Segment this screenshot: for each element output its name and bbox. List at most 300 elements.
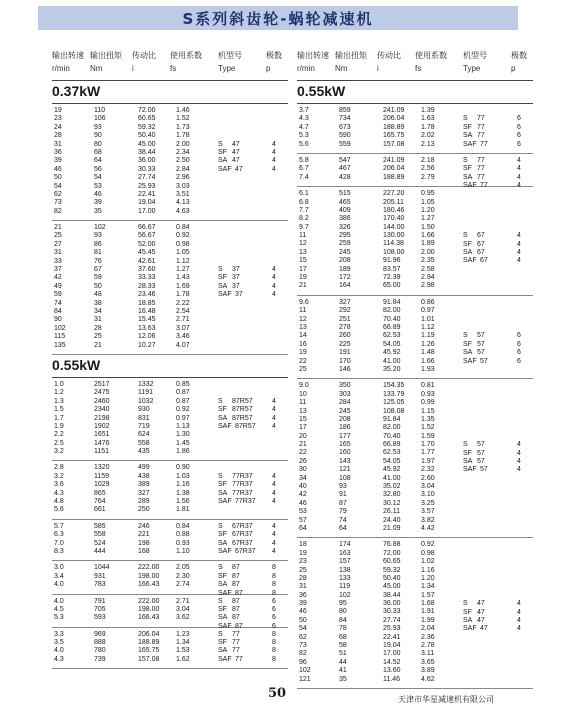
type-poles: 4 [517, 600, 521, 608]
ratio-cell: 36.00 [138, 157, 156, 165]
torque-cell: 208 [339, 257, 351, 265]
type-poles: 8 [272, 572, 276, 580]
speed-cell: 1.7 [54, 414, 64, 422]
service-factor-cell: 0.99 [421, 399, 435, 407]
speed-cell: 50 [299, 616, 307, 624]
ratio-cell: 45.92 [383, 349, 401, 357]
type-model: SF [463, 165, 472, 173]
ratio-cell: 82.00 [383, 424, 401, 432]
table-row [52, 249, 288, 257]
speed-cell: 5.7 [54, 522, 64, 530]
speed-cell: 3.4 [54, 572, 64, 580]
table-row [297, 207, 533, 215]
speed-cell: 62 [54, 190, 62, 198]
torque-cell: 673 [339, 123, 351, 131]
service-factor-cell: 1.73 [176, 123, 190, 131]
unit-ratio: i [132, 64, 134, 73]
ratio-cell: 22.41 [138, 190, 156, 198]
ratio-cell: 241.09 [383, 156, 405, 164]
type-entry [463, 165, 533, 173]
service-factor-cell: 1.13 [176, 422, 190, 430]
speed-cell: 13 [299, 323, 307, 331]
ratio-cell: 56.67 [138, 232, 156, 240]
torque-cell: 50 [94, 282, 102, 290]
service-factor-cell: 0.84 [176, 522, 190, 530]
speed-cell: 30 [299, 466, 307, 474]
torque-cell: 783 [94, 581, 106, 589]
service-factor-cell: 0.92 [421, 541, 435, 549]
ratio-cell: 54.05 [383, 340, 401, 348]
type-entry [218, 398, 288, 406]
service-factor-cell: 3.65 [421, 658, 435, 666]
type-entry [218, 166, 288, 174]
ratio-cell: 165.75 [138, 647, 160, 655]
speed-cell: 28 [54, 132, 62, 140]
ratio-cell: 50.40 [383, 574, 401, 582]
type-model: SF [218, 531, 227, 539]
ratio-cell: 70.40 [383, 432, 401, 440]
ratio-cell: 26.11 [383, 508, 400, 516]
ratio-cell: 206.04 [138, 630, 160, 638]
table-row [297, 592, 533, 600]
speed-cell: 19 [299, 549, 307, 557]
speed-cell: 10 [299, 390, 307, 398]
type-size: 87 [235, 622, 243, 630]
type-entry [218, 631, 288, 639]
unit-service-factor: fs [170, 64, 177, 73]
service-factor-cell: 2.56 [421, 165, 435, 173]
unit-poles: p [266, 64, 271, 73]
torque-cell: 163 [339, 549, 351, 557]
service-factor-cell: 1.68 [421, 600, 435, 608]
service-factor-cell: 1.03 [176, 472, 190, 480]
torque-cell: 28 [94, 324, 102, 332]
speed-cell: 6.1 [299, 190, 309, 198]
type-size: 57 [477, 332, 485, 340]
type-entry [463, 115, 533, 123]
service-factor-cell: 3.10 [421, 491, 435, 499]
spec-group [297, 104, 533, 154]
type-model: SA [463, 248, 473, 256]
speed-cell: 28 [299, 574, 307, 582]
ratio-cell: 11.46 [383, 675, 400, 683]
service-factor-cell: 4.07 [176, 341, 190, 349]
speed-cell: 53 [299, 508, 307, 516]
type-size: 67R37 [232, 531, 253, 539]
speed-cell: 31 [299, 583, 307, 591]
type-model: SA [463, 349, 473, 357]
type-list [218, 141, 288, 175]
type-poles: 4 [272, 165, 276, 173]
torque-cell: 165 [339, 441, 351, 449]
type-size: 37 [232, 274, 240, 282]
unit-torque: Nm [90, 64, 103, 73]
ratio-cell: 125.05 [383, 399, 405, 407]
type-poles: 4 [272, 547, 276, 555]
ratio-cell: 65.00 [383, 282, 401, 290]
type-poles: 8 [272, 589, 276, 597]
speed-cell: 19 [299, 349, 307, 357]
service-factor-cell: 3.04 [421, 483, 435, 491]
torque-cell: 467 [339, 165, 351, 173]
torque-cell: 54 [94, 174, 102, 182]
ratio-cell: 246 [138, 522, 150, 530]
torque-cell: 68 [94, 148, 102, 156]
torque-cell: 764 [94, 498, 106, 506]
torque-cell: 705 [94, 605, 106, 613]
torque-cell: 174 [339, 541, 351, 549]
type-entry [218, 423, 288, 431]
service-factor-cell: 2.71 [176, 316, 190, 324]
ratio-cell: 91.84 [383, 415, 401, 423]
torque-cell: 428 [339, 173, 351, 181]
torque-cell: 558 [94, 531, 106, 539]
table-row [297, 408, 533, 416]
speed-cell: 6.7 [299, 165, 309, 173]
type-poles: 4 [272, 414, 276, 422]
service-factor-cell: 1.86 [176, 448, 190, 456]
service-factor-cell: 2.00 [421, 248, 435, 256]
service-factor-cell: 0.81 [421, 382, 435, 390]
speed-cell: 121 [299, 675, 311, 683]
speed-cell: 24 [54, 123, 62, 131]
table-row [297, 525, 533, 533]
ratio-cell: 1191 [138, 389, 154, 397]
ratio-cell: 144.00 [383, 223, 405, 231]
type-entry [463, 441, 533, 449]
type-list [463, 115, 533, 149]
table-row [52, 431, 288, 439]
type-poles: 4 [272, 498, 276, 506]
service-factor-cell: 1.10 [176, 547, 190, 555]
type-size: 77R37 [235, 498, 256, 506]
service-factor-cell: 3.04 [176, 605, 190, 613]
unit-type: Type [218, 64, 236, 73]
ratio-cell: 35.20 [383, 365, 401, 373]
type-model: SA [218, 539, 228, 547]
service-factor-cell: 1.05 [176, 249, 190, 257]
service-factor-cell: 1.78 [421, 123, 435, 131]
spec-group [52, 461, 288, 519]
spec-group [52, 520, 288, 562]
ratio-cell: 25.93 [383, 625, 401, 633]
ratio-cell: 188.89 [138, 639, 160, 647]
type-poles: 4 [517, 257, 521, 265]
ratio-cell: 25.93 [138, 182, 156, 190]
service-factor-cell: 2.22 [176, 299, 190, 307]
type-model: SF [463, 340, 472, 348]
type-entry [463, 132, 533, 140]
spec-group [52, 221, 288, 355]
speed-cell: 7.7 [299, 206, 309, 214]
speed-cell: 14 [299, 332, 307, 340]
service-factor-cell: 1.52 [176, 115, 190, 123]
speed-cell: 21 [299, 441, 307, 449]
service-factor-cell: 1.02 [421, 558, 435, 566]
service-factor-cell: 2.04 [421, 625, 435, 633]
speed-cell: 42 [54, 274, 62, 282]
type-model: SAF [218, 498, 232, 506]
service-factor-cell: 0.93 [421, 390, 435, 398]
speed-cell: 19 [299, 274, 307, 282]
type-list [463, 332, 533, 366]
type-model: SF [463, 123, 472, 131]
type-size: 37 [232, 266, 240, 274]
type-model: SAF [463, 625, 477, 633]
service-factor-cell: 0.85 [176, 380, 190, 388]
speed-cell: 4.7 [299, 123, 309, 131]
type-poles: 6 [272, 605, 276, 613]
ratio-cell: 62.53 [383, 332, 401, 340]
torque-cell: 409 [339, 206, 351, 214]
ratio-cell: 24.40 [383, 516, 401, 524]
torque-cell: 1159 [94, 472, 110, 480]
torque-cell: 21 [94, 341, 102, 349]
service-factor-cell: 1.66 [421, 232, 435, 240]
ratio-cell: 205.11 [383, 198, 404, 206]
spec-group [52, 595, 288, 628]
service-factor-cell: 2.30 [176, 572, 190, 580]
torque-cell: 172 [339, 274, 351, 282]
service-factor-cell: 0.88 [176, 531, 190, 539]
service-factor-cell: 0.92 [176, 232, 190, 240]
ratio-cell: 157.08 [383, 140, 405, 148]
ratio-cell: 558 [138, 439, 150, 447]
ratio-cell: 91.96 [383, 257, 401, 265]
type-poles: 4 [272, 282, 276, 290]
type-model: SF [463, 240, 472, 248]
service-factor-cell: 2.34 [176, 148, 190, 156]
type-poles: 6 [272, 597, 276, 605]
service-factor-cell: 1.89 [421, 240, 435, 248]
speed-cell: 22 [299, 357, 307, 365]
type-poles: 4 [272, 397, 276, 405]
torque-cell: 559 [339, 140, 351, 148]
service-factor-cell: 1.99 [421, 616, 435, 624]
service-factor-cell: 0.90 [176, 464, 190, 472]
ratio-cell: 198.00 [138, 605, 160, 613]
type-model: SA [463, 457, 473, 465]
speed-cell: 115 [54, 333, 66, 341]
torque-cell: 284 [339, 399, 351, 407]
speed-cell: 42 [299, 491, 307, 499]
torque-cell: 25 [94, 333, 102, 341]
speed-cell: 19 [54, 107, 62, 114]
table-row [297, 399, 533, 407]
torque-cell: 41 [339, 667, 347, 675]
spec-group [52, 104, 288, 221]
service-factor-cell: 1.27 [421, 215, 435, 223]
torque-cell: 143 [339, 457, 351, 465]
type-size: 87R57 [232, 406, 253, 414]
service-factor-cell: 4.13 [176, 199, 190, 207]
service-factor-cell: 2.13 [421, 140, 435, 148]
speed-cell: 26 [299, 457, 307, 465]
ratio-cell: 41.00 [383, 474, 401, 482]
type-list [463, 157, 533, 191]
service-factor-cell: 1.78 [176, 291, 190, 299]
ratio-cell: 27.74 [138, 174, 156, 182]
ratio-cell: 33.33 [138, 274, 156, 282]
speed-cell: 21 [54, 224, 62, 232]
speed-cell: 59 [54, 291, 62, 299]
type-size: 77 [232, 639, 240, 647]
header-output-speed: 输出转速 [297, 51, 329, 60]
service-factor-cell: 1.93 [421, 365, 435, 373]
type-poles: 8 [272, 639, 276, 647]
ratio-cell: 180.46 [383, 206, 405, 214]
speed-cell: 84 [54, 307, 62, 315]
spec-group [52, 561, 288, 597]
ratio-cell: 15.45 [138, 316, 156, 324]
type-size: 57 [480, 466, 488, 474]
ratio-cell: 30.12 [383, 499, 401, 507]
type-size: 47 [232, 148, 240, 156]
table-row [52, 308, 288, 316]
right-table-body [297, 81, 533, 689]
torque-cell: 90 [94, 132, 102, 140]
speed-cell: 46 [299, 499, 307, 507]
service-factor-cell: 2.36 [421, 633, 435, 641]
type-size: 77 [477, 156, 485, 164]
torque-cell: 102 [94, 224, 106, 232]
service-factor-cell: 2.79 [421, 173, 435, 181]
speed-cell: 31 [54, 249, 62, 257]
torque-cell: 859 [339, 107, 351, 114]
ratio-cell: 222.00 [138, 597, 160, 605]
type-entry [218, 490, 288, 498]
service-factor-cell: 1.69 [176, 282, 190, 290]
service-factor-cell: 1.91 [421, 608, 435, 616]
torque-cell: 1476 [94, 439, 110, 447]
table-row [52, 174, 288, 182]
service-factor-cell: 1.63 [421, 115, 435, 123]
column-header [52, 44, 288, 81]
service-factor-cell: 0.86 [421, 298, 435, 306]
torque-cell: 245 [339, 248, 351, 256]
type-size: 77R37 [232, 481, 253, 489]
service-factor-cell: 0.97 [176, 414, 190, 422]
ratio-cell: 435 [138, 448, 150, 456]
type-size: 87 [232, 605, 240, 613]
table-row [297, 475, 533, 483]
speed-cell: 6.8 [299, 198, 309, 206]
ratio-cell: 166.43 [138, 614, 160, 622]
header-ratio: 传动比 [132, 51, 156, 60]
service-factor-cell: 1.50 [421, 223, 435, 231]
torque-cell: 48 [94, 291, 102, 299]
service-factor-cell: 2.18 [421, 156, 435, 164]
header-poles: 极数 [266, 51, 282, 60]
service-factor-cell: 1.48 [421, 349, 435, 357]
service-factor-cell: 1.27 [176, 266, 190, 274]
table-row [297, 667, 533, 675]
ratio-cell: 16.48 [138, 307, 156, 315]
torque-cell: 326 [339, 223, 351, 231]
table-row [52, 115, 288, 123]
service-factor-cell: 3.89 [421, 667, 435, 675]
type-size: 77 [232, 647, 240, 655]
torque-cell: 38 [94, 299, 102, 307]
type-poles: 4 [517, 608, 521, 616]
type-list [218, 473, 288, 507]
torque-cell: 444 [94, 547, 106, 555]
speed-cell: 12 [299, 315, 307, 323]
type-model: S [218, 472, 223, 480]
type-entry [463, 349, 533, 357]
speed-cell: 37 [54, 266, 62, 274]
speed-cell: 3.0 [54, 564, 64, 572]
type-size: 47 [477, 616, 485, 624]
table-row [52, 208, 288, 216]
speed-cell: 2.8 [54, 464, 64, 472]
table-row [297, 508, 533, 516]
speed-cell: 3.5 [54, 639, 64, 647]
type-entry [218, 606, 288, 614]
speed-cell: 5.6 [299, 140, 309, 148]
type-size: 67R37 [232, 522, 253, 530]
speed-cell: 3.7 [299, 107, 309, 114]
type-list [218, 564, 288, 598]
speed-cell: 33 [54, 257, 62, 265]
unit-ratio: i [377, 64, 379, 73]
service-factor-cell: 2.78 [421, 642, 435, 650]
type-model: SAF [218, 165, 232, 173]
ratio-cell: 72.00 [383, 549, 401, 557]
service-factor-cell: 1.70 [421, 441, 435, 449]
table-row [52, 224, 288, 232]
service-factor-cell: 0.87 [176, 389, 190, 397]
torque-cell: 593 [94, 614, 106, 622]
speed-cell: 102 [299, 667, 311, 675]
ratio-cell: 19.04 [383, 642, 401, 650]
type-entry [463, 600, 533, 608]
speed-cell: 54 [54, 182, 62, 190]
column-header [297, 44, 533, 81]
service-factor-cell: 2.00 [176, 140, 190, 148]
torque-cell: 739 [94, 655, 106, 663]
type-size: 37 [235, 291, 243, 299]
speed-cell: 36 [54, 148, 62, 156]
torque-cell: 888 [94, 639, 106, 647]
type-entry [218, 573, 288, 581]
speed-cell: 9.7 [299, 223, 309, 231]
torque-cell: 164 [339, 282, 351, 290]
torque-cell: 93 [339, 483, 347, 491]
type-model: SF [218, 274, 227, 282]
type-entry [218, 157, 288, 165]
type-entry [218, 639, 288, 647]
ratio-cell: 165.75 [383, 132, 405, 140]
table-row [297, 433, 533, 441]
service-factor-cell: 1.57 [421, 591, 435, 599]
speed-cell: 1.9 [54, 422, 64, 430]
torque-cell: 189 [339, 265, 351, 273]
speed-cell: 54 [299, 625, 307, 633]
service-factor-cell: 1.19 [421, 332, 435, 340]
speed-cell: 23 [54, 115, 62, 123]
unit-type: Type [463, 64, 481, 73]
speed-cell: 4.3 [54, 655, 64, 663]
ratio-cell: 438 [138, 472, 150, 480]
speed-cell: 73 [54, 199, 62, 207]
speed-cell: 64 [299, 524, 307, 532]
table-row [297, 659, 533, 667]
service-factor-cell: 1.26 [421, 340, 435, 348]
torque-cell: 465 [339, 198, 351, 206]
speed-cell: 1.0 [54, 380, 64, 388]
header-output-torque: 输出扭矩 [90, 51, 122, 60]
